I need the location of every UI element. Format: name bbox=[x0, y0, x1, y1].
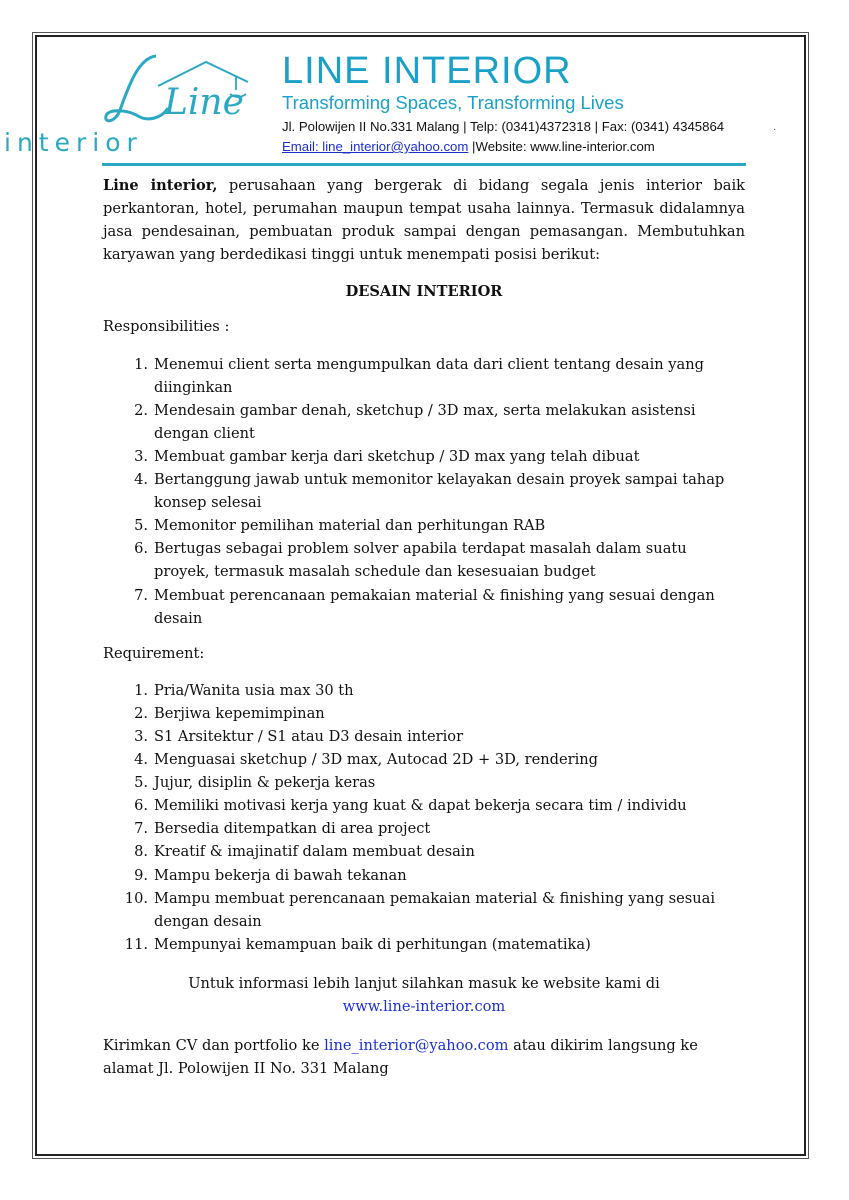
list-item bbox=[103, 537, 745, 583]
logo-line-text: Line bbox=[164, 82, 244, 123]
list-item bbox=[103, 840, 745, 863]
list-item bbox=[103, 864, 745, 887]
list-item-text: Kreatif & imajinatif dalam membuat desain bbox=[154, 843, 475, 861]
logo-interior-word: interior bbox=[4, 128, 143, 157]
list-item-number: 1. bbox=[134, 681, 148, 699]
list-item-text: Mampu membuat perencanaan pemakaian material & finishing yang sesuai dengan desain bbox=[154, 889, 716, 930]
cv-prefix: Kirimkan CV dan portfolio ke bbox=[103, 1037, 325, 1055]
intro-text: perusahaan yang bergerak di bidang segala jenis interior baik perkantoran, hotel, perumahan maupun tempat usaha lainnya. Termasuk didalamnya jasa pendesainan, pembuatan produk sampai dengan pemasangan. Membutuhkan karyawan yang berdedikasi tinggi untuk menempati posisi berikut: bbox=[103, 177, 745, 264]
responsibilities-list bbox=[103, 353, 745, 630]
list-item-text: Mempunyai kemampuan baik di perhitungan (matematika) bbox=[154, 935, 591, 953]
header-divider bbox=[102, 163, 746, 166]
intro-company: Line interior, bbox=[103, 177, 218, 194]
logo-line-script bbox=[98, 48, 268, 128]
requirements-label: Requirement: bbox=[103, 644, 205, 662]
list-item-number: 5. bbox=[134, 517, 148, 535]
list-item-text: Membuat gambar kerja dari sketchup / 3D max yang telah dibuat bbox=[154, 447, 640, 465]
list-item-text: Memonitor pemilihan material dan perhitungan RAB bbox=[154, 517, 546, 535]
contact-web-line bbox=[282, 139, 655, 154]
list-item-number: 4. bbox=[134, 471, 148, 489]
list-item-number: 6. bbox=[134, 797, 148, 815]
position-title: DESAIN INTERIOR bbox=[345, 283, 503, 301]
list-item-number: 10. bbox=[124, 889, 148, 907]
list-item bbox=[103, 353, 745, 399]
separator: | bbox=[594, 119, 602, 134]
list-item-text: Mampu bekerja di bawah tekanan bbox=[154, 866, 407, 884]
list-item-number: 3. bbox=[134, 727, 148, 745]
list-item-number: 7. bbox=[134, 586, 148, 604]
list-item-text: Membuat perencanaan pemakaian material & finishing yang sesuai dengan desain bbox=[154, 586, 715, 627]
list-item-text: Bersedia ditempatkan di area project bbox=[154, 820, 431, 838]
list-item-text: Mendesain gambar denah, sketchup / 3D max, serta melakukan asistensi dengan client bbox=[154, 401, 696, 442]
phone: Telp: (0341)4372318 bbox=[469, 119, 591, 134]
email-link[interactable]: Email: line_interior@yahoo.com bbox=[282, 139, 469, 154]
list-item-text: Berjiwa kepemimpinan bbox=[154, 704, 325, 722]
list-item-number: 11. bbox=[124, 935, 148, 953]
list-item bbox=[103, 468, 745, 514]
list-item bbox=[103, 771, 745, 794]
list-item bbox=[103, 702, 745, 725]
requirements-list bbox=[103, 679, 745, 956]
list-item-number: 2. bbox=[134, 704, 148, 722]
cv-email-link[interactable]: line_interior@yahoo.com bbox=[324, 1037, 509, 1055]
list-item-number: 5. bbox=[134, 774, 148, 792]
fax: Fax: (0341) 4345864 bbox=[601, 119, 725, 134]
list-item bbox=[103, 748, 745, 771]
list-item-text: Memiliki motivasi kerja yang kuat & dapat bekerja secara tim / individu bbox=[154, 797, 687, 815]
list-item-text: Bertugas sebagai problem solver apabila terdapat masalah dalam suatu proyek, termasuk masalah schedule dan kesesuaian budget bbox=[154, 540, 687, 581]
separator: | bbox=[472, 139, 476, 154]
list-item-number: 4. bbox=[134, 751, 148, 769]
list-item-number: 1. bbox=[134, 355, 148, 373]
list-item-number: 8. bbox=[134, 843, 148, 861]
list-item-number: 3. bbox=[134, 447, 148, 465]
contact-line bbox=[282, 119, 724, 134]
list-item-text: Menemui client serta mengumpulkan data dari client tentang desain yang diinginkan bbox=[154, 355, 704, 396]
company-tagline: Transforming Spaces, Transforming Lives bbox=[282, 92, 624, 113]
website-text[interactable]: Website: www.line-interior.com bbox=[475, 139, 655, 154]
company-name: LINE INTERIOR bbox=[282, 50, 572, 92]
separator: | bbox=[463, 119, 470, 134]
cv-instructions bbox=[103, 1034, 745, 1080]
intro-paragraph bbox=[103, 174, 745, 266]
list-item-text: Pria/Wanita usia max 30 th bbox=[154, 681, 354, 699]
cv-suffix: atau dikirim langsung ke alamat Jl. Polowijen II No. 331 Malang bbox=[103, 1037, 698, 1078]
list-item bbox=[103, 817, 745, 840]
list-item-text: Jujur, disiplin & pekerja keras bbox=[154, 774, 376, 792]
list-item-text: Menguasai sketchup / 3D max, Autocad 2D + 3D, rendering bbox=[154, 751, 598, 769]
list-item bbox=[103, 514, 745, 537]
list-item bbox=[103, 584, 745, 630]
info-text: Untuk informasi lebih lanjut silahkan masuk ke website kami di bbox=[188, 974, 660, 992]
website-link[interactable]: www.line-interior.com bbox=[342, 998, 506, 1015]
list-item bbox=[103, 794, 745, 817]
list-item-number: 9. bbox=[134, 866, 148, 884]
list-item-number: 6. bbox=[134, 540, 148, 558]
info-block bbox=[103, 972, 745, 1018]
list-item-text: S1 Arsitektur / S1 atau D3 desain interior bbox=[154, 727, 464, 745]
list-item-number: 7. bbox=[134, 820, 148, 838]
responsibilities-label: Responsibilities : bbox=[103, 318, 230, 336]
document-body bbox=[103, 174, 745, 1080]
list-item bbox=[103, 445, 745, 468]
address: Jl. Polowijen II No.331 Malang bbox=[282, 119, 460, 134]
list-item-number: 2. bbox=[134, 401, 148, 419]
list-item-text: Bertanggung jawab untuk memonitor kelayakan desain proyek sampai tahap konsep selesai bbox=[154, 471, 725, 512]
list-item bbox=[103, 679, 745, 702]
list-item bbox=[103, 887, 745, 933]
list-item bbox=[103, 725, 745, 748]
list-item bbox=[103, 933, 745, 956]
list-item bbox=[103, 399, 745, 445]
stray-mark: · bbox=[773, 124, 777, 135]
